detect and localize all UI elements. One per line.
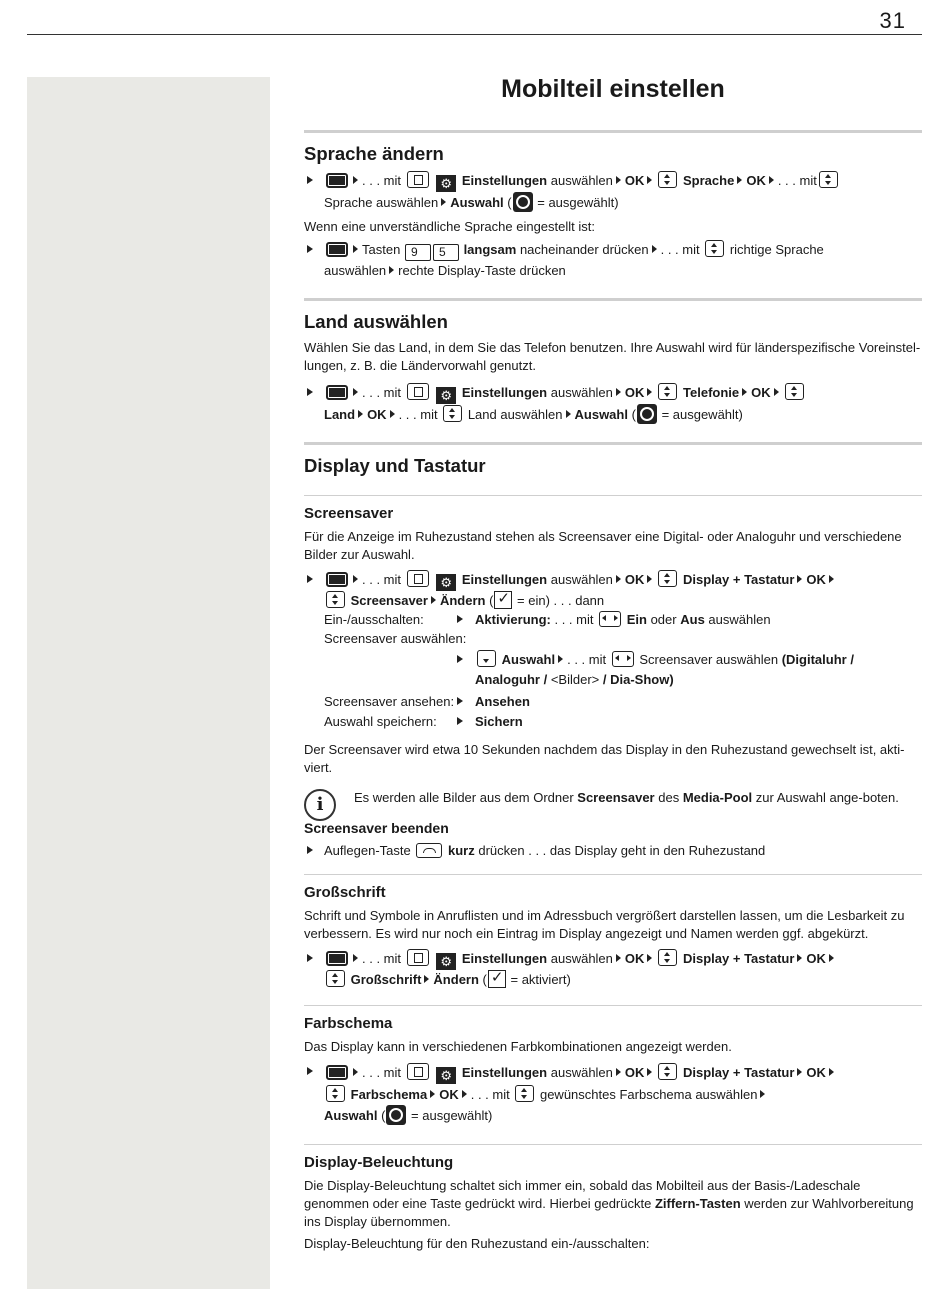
arrow-icon: [769, 176, 774, 184]
text-screensaver-intro: Für die Anzeige im Ruhezustand stehen als Screensaver eine Digital- oder Analoguhr und verschiedene Bilder zur Auswahl.: [304, 529, 902, 562]
arrow-icon: [797, 1068, 802, 1076]
arrow-icon: [353, 176, 358, 184]
section-divider: [304, 442, 922, 445]
row-screensaver-auswaehlen: Auswahl . . . mit Screensaver auswählen (Digitaluhr / Analoguhr / <Bilder> / Dia-Show): [324, 650, 922, 692]
navigation-key-icon: [407, 949, 429, 966]
arrow-icon: [431, 596, 436, 604]
arrow-icon: [829, 1068, 834, 1076]
settings-gear-icon: ⚙: [436, 175, 456, 192]
arrow-icon: [566, 410, 571, 418]
step-screensaver: . . . mit ⚙ Einstellungen auswählen OK Display + Tastatur OK Screensaver Ändern (✓ = ein) . . . dann: [304, 570, 922, 610]
up-down-key-icon: [658, 383, 677, 400]
arrow-icon: [616, 954, 621, 962]
arrow-icon: [390, 410, 395, 418]
text-gross-intro: Schrift und Symbole in Anruflisten und im Adressbuch vergrößert darstellen lassen, um die Lesbarkeit zu verbessern. Es wird nur noch ein Eintrag im Display angezeigt und Namen werden ggf. abgekürzt.: [304, 908, 905, 941]
arrow-icon: [353, 954, 358, 962]
heading-land: Land auswählen: [304, 311, 448, 332]
key-5: 5: [433, 244, 459, 261]
menu-key-icon: [326, 385, 348, 400]
up-down-key-icon: [326, 1085, 345, 1102]
up-down-key-icon: [658, 1063, 677, 1080]
arrow-icon: [829, 575, 834, 583]
arrow-icon: [389, 266, 394, 274]
top-rule: [27, 34, 922, 35]
section-divider: [304, 298, 922, 301]
arrow-icon: [358, 410, 363, 418]
text-beleuchtung-ruhe: Display-Beleuchtung für den Ruhezustand ein-/ausschalten:: [304, 1236, 650, 1251]
arrow-icon: [353, 575, 358, 583]
navigation-key-icon: [407, 1063, 429, 1080]
arrow-icon: [424, 975, 429, 983]
arrow-icon: [353, 1068, 358, 1076]
menu-key-icon: [326, 572, 348, 587]
heading-beleuchtung: Display-Beleuchtung: [304, 1154, 454, 1171]
text-unverstaendlich: Wenn eine unverständliche Sprache eingestellt ist:: [304, 219, 595, 234]
row-screensaver-auswaehlen-label: Screensaver auswählen:: [324, 631, 467, 646]
settings-gear-icon: ⚙: [436, 1067, 456, 1084]
left-right-key-icon: [599, 611, 621, 627]
settings-gear-icon: ⚙: [436, 953, 456, 970]
arrow-icon: [647, 176, 652, 184]
heading-screensaver-beenden: Screensaver beenden: [304, 820, 449, 836]
heading-sprache: Sprache ändern: [304, 143, 444, 164]
subsection-divider: [304, 874, 922, 875]
up-down-key-icon: [515, 1085, 534, 1102]
select-key-icon: [386, 1105, 406, 1125]
arrow-icon: [737, 176, 742, 184]
arrow-icon: [647, 954, 652, 962]
arrow-icon: [616, 388, 621, 396]
heading-farbschema: Farbschema: [304, 1015, 393, 1032]
subsection-divider: [304, 495, 922, 496]
select-key-icon: [637, 404, 657, 424]
up-down-key-icon: [819, 171, 838, 188]
section-divider: [304, 130, 922, 133]
arrow-icon: [797, 954, 802, 962]
up-down-key-icon: [658, 949, 677, 966]
arrow-icon: [797, 575, 802, 583]
settings-gear-icon: ⚙: [436, 574, 456, 591]
up-down-key-icon: [326, 591, 345, 608]
arrow-icon: [616, 1068, 621, 1076]
arrow-icon: [742, 388, 747, 396]
arrow-icon: [647, 575, 652, 583]
step-sprache-1: . . . mit ⚙ Einstellungen auswählen OK Sprache OK . . . mit Sprache auswählen Auswahl ( = ausgewählt): [304, 171, 922, 212]
step-land: . . . mit ⚙ Einstellungen auswählen OK Telefonie OK Land OK . . . mit Land auswählen Auswahl ( = ausgewählt): [304, 383, 922, 424]
heading-screensaver: Screensaver: [304, 505, 394, 522]
page-number: 31: [879, 8, 906, 33]
heading-display: Display und Tastatur: [304, 455, 486, 476]
arrow-icon: [774, 388, 779, 396]
arrow-icon: [441, 198, 446, 206]
text-land-intro: Wählen Sie das Land, in dem Sie das Telefon benutzen. Ihre Auswahl wird für länderspezifische Voreinstel-lungen, z. B. die Ländervorwahl genutzt.: [304, 340, 921, 373]
navigation-key-icon: [407, 171, 429, 188]
page-title: Mobilteil einstellen: [501, 75, 725, 103]
end-call-key-icon: [416, 843, 442, 858]
arrow-icon: [647, 1068, 652, 1076]
subsection-divider: [304, 1005, 922, 1006]
arrow-icon: [616, 575, 621, 583]
key-9: 9: [405, 244, 431, 261]
main-content: [304, 68, 922, 1257]
down-key-icon: [477, 650, 496, 667]
text-screensaver-timeout: Der Screensaver wird etwa 10 Sekunden nachdem das Display in den Ruhezustand gewechselt ist, akti-viert.: [304, 742, 905, 775]
row-ein-ausschalten: Ein-/ausschalten: Aktivierung: . . . mit Ein oder Aus auswählen: [324, 612, 771, 627]
arrow-icon: [353, 388, 358, 396]
up-down-key-icon: [443, 405, 462, 422]
settings-gear-icon: ⚙: [436, 387, 456, 404]
step-farbschema: . . . mit ⚙ Einstellungen auswählen OK Display + Tastatur OK Farbschema OK . . . mit gewünschtes Farbschema auswählen Auswahl ( = ausgewählt): [304, 1062, 922, 1126]
menu-key-icon: [326, 242, 348, 257]
text-farb-intro: Das Display kann in verschiedenen Farbkombinationen angezeigt werden.: [304, 1039, 732, 1054]
up-down-key-icon: [705, 240, 724, 257]
text-beleuchtung-intro: Die Display-Beleuchtung schaltet sich immer ein, sobald das Mobilteil aus der Basis-/Ladeschale genommen oder eine Taste gedrückt wird. Hierbei gedrückte Ziffern-Tasten werden zur Wahlvorbereitung ins Display übernommen.: [304, 1178, 914, 1229]
up-down-key-icon: [785, 383, 804, 400]
up-down-key-icon: [326, 970, 345, 987]
subsection-divider: [304, 1144, 922, 1145]
step-grossschrift: . . . mit ⚙ Einstellungen auswählen OK Display + Tastatur OK Großschrift Ändern (✓ = aktiviert): [304, 949, 922, 989]
up-down-key-icon: [658, 570, 677, 587]
menu-key-icon: [326, 1065, 348, 1080]
info-icon: i: [304, 789, 336, 821]
arrow-icon: [652, 245, 657, 253]
checkbox-checked-icon: [494, 591, 512, 609]
info-note: i Es werden alle Bilder aus dem Ordner Screensaver des Media-Pool zur Auswahl ange-boten.: [304, 789, 922, 807]
sidebar-panel: [27, 77, 270, 1289]
step-sprache-2: Tasten 9 5 langsam nacheinander drücken . . . mit richtige Sprache auswählen rechte Display-Taste drücken: [304, 240, 922, 280]
checkbox-checked-icon: [488, 970, 506, 988]
menu-key-icon: [326, 951, 348, 966]
menu-key-icon: [326, 173, 348, 188]
arrow-icon: [760, 1090, 765, 1098]
row-auswahl-speichern: Auswahl speichern: Sichern: [324, 714, 523, 729]
arrow-icon: [353, 245, 358, 253]
arrow-icon: [829, 954, 834, 962]
left-right-key-icon: [612, 651, 634, 667]
arrow-icon: [616, 176, 621, 184]
arrow-icon: [647, 388, 652, 396]
arrow-icon: [462, 1090, 467, 1098]
select-key-icon: [513, 192, 533, 212]
step-beenden: Auflegen-Taste kurz drücken . . . das Display geht in den Ruhezustand: [304, 841, 922, 860]
arrow-icon: [430, 1090, 435, 1098]
up-down-key-icon: [658, 171, 677, 188]
navigation-key-icon: [407, 383, 429, 400]
arrow-icon: [558, 655, 563, 663]
navigation-key-icon: [407, 570, 429, 587]
heading-grossschrift: Großschrift: [304, 884, 386, 901]
row-screensaver-ansehen: Screensaver ansehen: Ansehen: [324, 694, 530, 709]
